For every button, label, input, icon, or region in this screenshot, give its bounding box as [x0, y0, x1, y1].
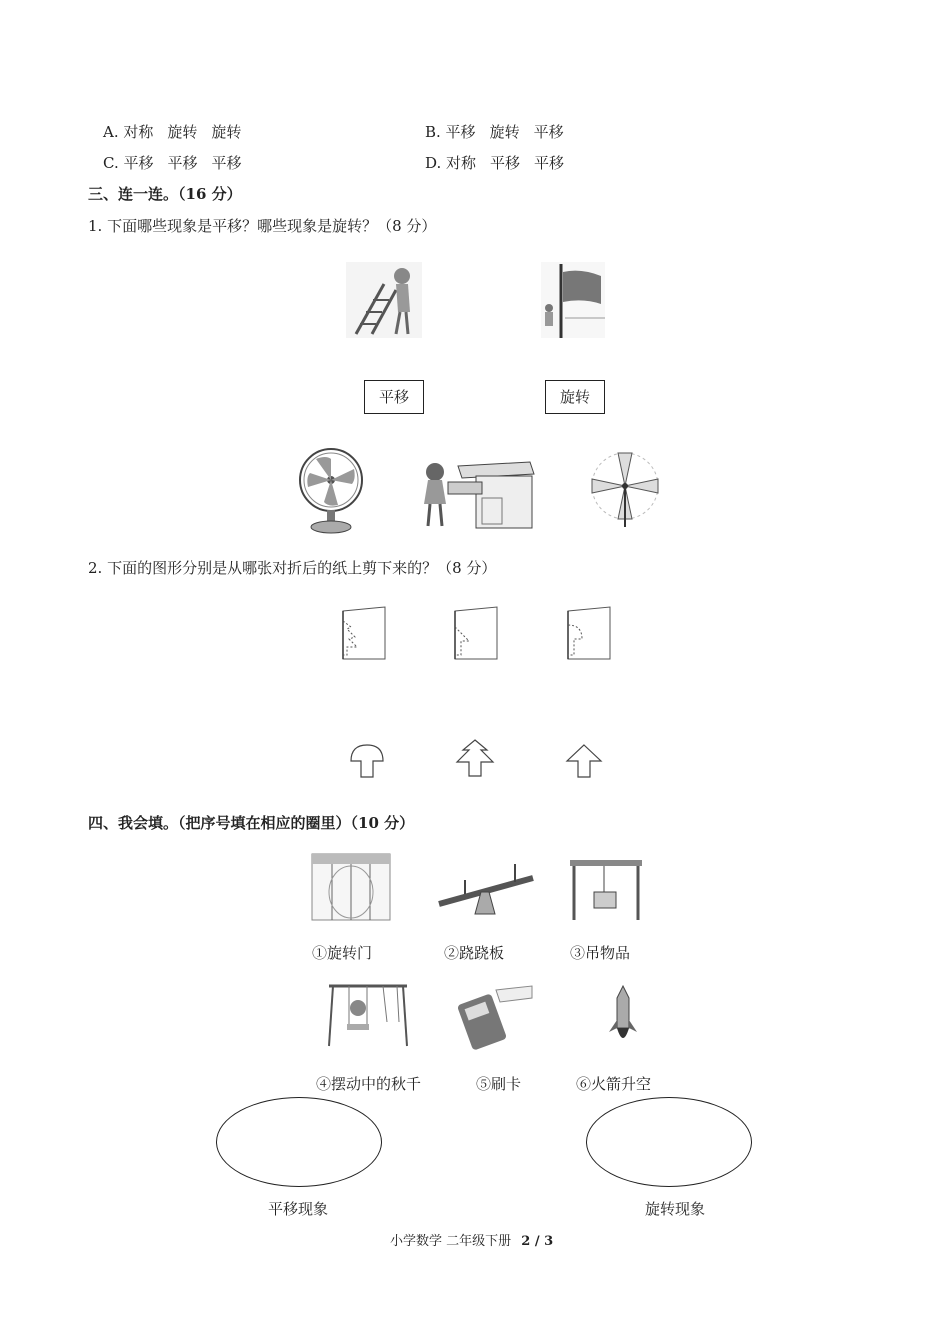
flag-raising-image — [541, 262, 605, 338]
option-d-label: D. 对称 — [425, 154, 477, 172]
card-swipe-image — [456, 984, 534, 1048]
caption-lift-object: ③吊物品 — [570, 944, 631, 962]
option-a-label: A. 对称 — [103, 123, 154, 141]
caption-swing: ④摆动中的秋千 — [316, 1075, 422, 1093]
seesaw-image — [435, 858, 539, 916]
caption-seesaw: ②跷跷板 — [444, 944, 505, 962]
drawer-girl-image — [418, 458, 534, 532]
translate-answer-circle[interactable] — [216, 1097, 382, 1187]
section3-q2: 2. 下面的图形分别是从哪张对折后的纸上剪下来的？（8 分） — [88, 559, 497, 577]
option-d-word-3: 平移 — [534, 154, 565, 172]
folded-paper-1 — [341, 605, 387, 661]
folded-paper-2 — [453, 605, 499, 661]
footer-text: 小学数学 二年级下册 — [390, 1234, 512, 1249]
option-d — [425, 152, 578, 173]
option-c — [103, 152, 256, 173]
option-b-word-3: 平移 — [533, 123, 564, 141]
option-b-label: B. 平移 — [425, 123, 476, 141]
windmill-image — [588, 449, 662, 529]
section3-title: 三、连一连。（16 分） — [88, 185, 242, 203]
caption-card-swipe: ⑤刷卡 — [476, 1075, 522, 1093]
tree-shape — [455, 738, 495, 778]
section3-q1: 1. 下面哪些现象是平移？哪些现象是旋转？（8 分） — [88, 217, 437, 235]
section4-title: 四、我会填。（把序号填在相应的圈里）（10 分） — [88, 814, 415, 832]
fan-image — [296, 447, 366, 535]
translate-label: 平移现象 — [268, 1200, 329, 1218]
option-d-word-2: 平移 — [490, 154, 521, 172]
rotate-answer-circle[interactable] — [586, 1097, 752, 1187]
box-rotate: 旋转 — [545, 380, 605, 414]
caption-rocket: ⑥火箭升空 — [576, 1075, 652, 1093]
swing-image — [327, 982, 409, 1048]
caption-revolving-door: ①旋转门 — [312, 944, 373, 962]
revolving-door-image — [310, 852, 392, 922]
option-b-word-2: 旋转 — [489, 123, 520, 141]
rocket-launch-image — [603, 984, 643, 1048]
option-c-label: C. 平移 — [103, 154, 154, 172]
folded-paper-3 — [566, 605, 612, 661]
ladder-climb-image — [346, 262, 422, 338]
rotate-label: 旋转现象 — [645, 1200, 706, 1218]
page-number: 2 / 3 — [521, 1234, 554, 1249]
option-b — [425, 121, 578, 142]
mushroom-shape — [349, 743, 385, 779]
option-c-word-2: 平移 — [167, 154, 198, 172]
arrow-shape — [565, 743, 603, 779]
crane-lifting-image — [566, 856, 646, 922]
option-a-word-3: 旋转 — [211, 123, 242, 141]
footer — [390, 1230, 553, 1249]
box-translate: 平移 — [364, 380, 424, 414]
option-a-word-2: 旋转 — [167, 123, 198, 141]
option-c-word-3: 平移 — [211, 154, 242, 172]
option-a — [103, 121, 255, 142]
